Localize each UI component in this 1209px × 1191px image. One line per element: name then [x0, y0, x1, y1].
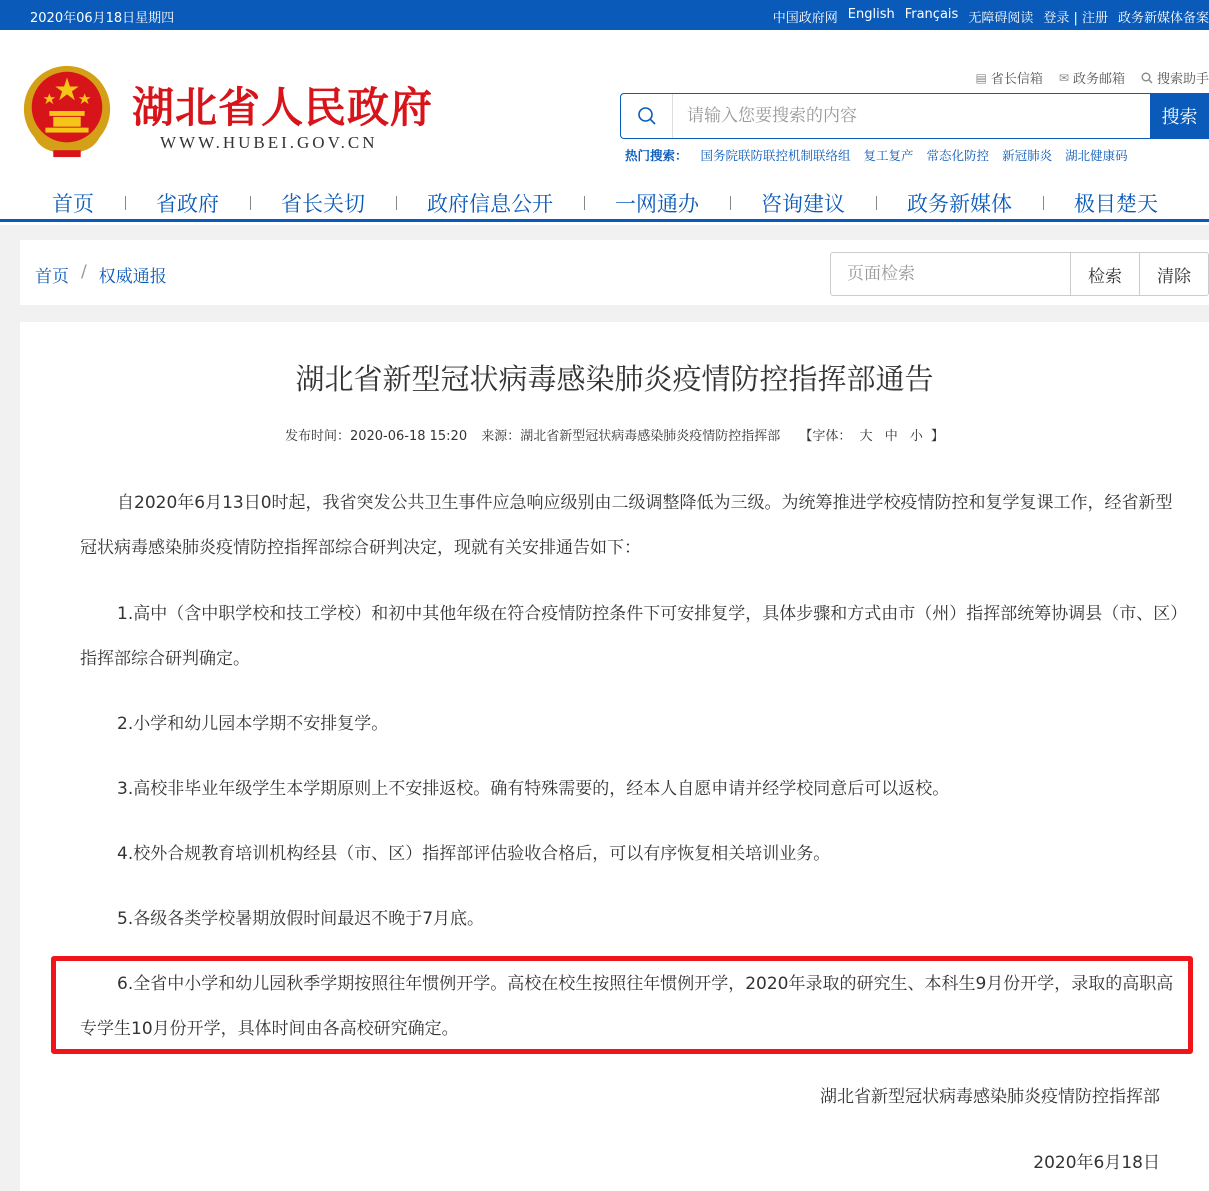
paragraph-text: 3.高校非毕业年级学生本学期原则上不安排返校。确有特殊需要的，经本人自愿申请并经学校同意后可以返校。 [117, 779, 950, 799]
nav-divider [730, 196, 731, 210]
article-signature: 湖北省新型冠状病毒感染肺炎疫情防控指挥部 [820, 1087, 1160, 1107]
site-search-button[interactable]: 搜索 [1150, 93, 1209, 139]
font-size-control [799, 429, 944, 444]
article-title: 湖北省新型冠状病毒感染肺炎疫情防控指挥部通告 [295, 362, 934, 396]
main-nav [0, 186, 1209, 222]
font-size-close: 】 [931, 429, 945, 444]
site-header [0, 30, 1209, 225]
page-search [830, 252, 1209, 296]
nav-home[interactable]: 首页 [52, 191, 94, 216]
font-size-open: 【字体： [799, 429, 852, 444]
top-bar [0, 0, 1209, 30]
page-search-button[interactable]: 检索 [1070, 253, 1139, 295]
envelope-icon: ✉ [1058, 70, 1069, 85]
nav-divider [876, 196, 877, 210]
article-paragraph [80, 832, 1180, 877]
article-paragraph [80, 481, 1180, 571]
paragraph-text: 6.全省中小学和幼儿园秋季学期按照往年惯例开学。高校在校生按照往年惯例开学，2020年录取的研究生、本科生9月份开学，录取的高职高专学生10月份开学，具体时间由各高校研究确定。 [80, 974, 1174, 1039]
paragraph-text: 2.小学和幼儿园本学期不安排复学。 [117, 714, 389, 734]
gov-email-link[interactable] [1059, 68, 1125, 87]
nav-consultation[interactable]: 咨询建议 [761, 191, 845, 216]
hot-search-item[interactable]: 国务院联防联控机制联络组 [700, 148, 851, 163]
article-source: 来源：湖北省新型冠状病毒感染肺炎疫情防控指挥部 [481, 429, 781, 444]
breadcrumb [35, 262, 167, 287]
search-help-label: 搜索助手 [1156, 72, 1209, 87]
nav-divider [250, 196, 251, 210]
link-francais[interactable]: Français [904, 7, 959, 22]
article-meta [20, 425, 1209, 444]
governor-mailbox-link[interactable] [976, 68, 1043, 87]
governor-mailbox-label: 省长信箱 [990, 72, 1043, 87]
nav-info-disclosure[interactable]: 政府信息公开 [427, 191, 553, 216]
site-search-input[interactable] [687, 102, 1147, 130]
nav-one-stop-service[interactable]: 一网通办 [615, 191, 699, 216]
article-sign-date: 2020年6月18日 [1033, 1153, 1160, 1173]
hot-searches [625, 146, 1128, 164]
search-icon [1141, 72, 1153, 84]
nav-jimu-chutian[interactable]: 极目楚天 [1074, 191, 1158, 216]
nav-provincial-gov[interactable]: 省政府 [156, 191, 219, 216]
hot-search-label: 热门搜索： [625, 148, 688, 163]
utility-links [976, 68, 1209, 87]
link-english[interactable]: English [847, 7, 895, 22]
nav-divider [396, 196, 397, 210]
link-login-register[interactable]: 登录 | 注册 [1043, 11, 1108, 26]
gov-email-label: 政务邮箱 [1072, 72, 1125, 87]
article-paragraph [80, 702, 1180, 747]
current-date: 2020年06月18日星期四 [30, 11, 175, 26]
font-size-small[interactable]: 小 [909, 429, 923, 444]
nav-divider [125, 196, 126, 210]
hot-search-item[interactable]: 新冠肺炎 [1002, 148, 1053, 163]
breadcrumb-panel [20, 240, 1209, 305]
hot-search-item[interactable]: 常态化防控 [926, 148, 990, 163]
breadcrumb-current[interactable]: 权威通报 [98, 267, 167, 287]
paragraph-text: 5.各级各类学校暑期放假时间最迟不晚于7月底。 [117, 909, 485, 929]
highlight-box [51, 956, 1193, 1054]
page-search-input[interactable] [831, 253, 1070, 295]
search-icon [621, 94, 673, 138]
national-emblem-icon [18, 62, 116, 160]
paragraph-text: 4.校外合规教育培训机构经县（市、区）指挥部评估验收合格后，可以有序恢复相关培训业务。 [117, 844, 831, 864]
article-paragraph [80, 767, 1180, 812]
font-size-large[interactable]: 大 [859, 429, 873, 444]
top-links [773, 7, 1209, 26]
breadcrumb-home[interactable]: 首页 [35, 267, 69, 287]
nav-governor-concerns[interactable]: 省长关切 [281, 191, 365, 216]
hot-search-item[interactable]: 复工复产 [863, 148, 914, 163]
article-panel [20, 322, 1209, 1191]
page-clear-button[interactable]: 清除 [1139, 253, 1208, 295]
hot-search-item[interactable]: 湖北健康码 [1065, 148, 1128, 163]
paragraph-text: 1.高中（含中职学校和技工学校）和初中其他年级在符合疫情防控条件下可安排复学，具体步骤和方式由市（州）指挥部统筹协调县（市、区）指挥部综合研判确定。 [80, 604, 1179, 669]
breadcrumb-separator: / [81, 262, 87, 282]
link-new-media[interactable]: 政务新媒体备案 [1117, 11, 1209, 26]
nav-divider [1043, 196, 1044, 210]
article-paragraph [80, 592, 1180, 682]
nav-divider [584, 196, 585, 210]
paragraph-text: 自2020年6月13日0时起，我省突发公共卫生事件应急响应级别由二级调整降低为三级。为统筹推进学校疫情防控和复学复课工作，经省新型冠状病毒感染肺炎疫情防控指挥部综合研判决定，现就有关安排通告如下： [80, 493, 1173, 558]
search-help-link[interactable] [1141, 68, 1209, 87]
site-url: WWW.HUBEI.GOV.CN [160, 133, 378, 152]
mailbox-icon: ▤ [975, 70, 987, 85]
link-gov-cn[interactable]: 中国政府网 [772, 11, 838, 26]
publish-time: 发布时间：2020-06-18 15:20 [284, 429, 468, 444]
site-title[interactable]: 湖北省人民政府 [132, 83, 434, 132]
link-accessibility[interactable]: 无障碍阅读 [968, 11, 1034, 26]
nav-new-media[interactable]: 政务新媒体 [907, 191, 1012, 216]
font-size-medium[interactable]: 中 [884, 429, 898, 444]
article-paragraph [80, 897, 1180, 942]
site-search-box [620, 93, 1209, 139]
